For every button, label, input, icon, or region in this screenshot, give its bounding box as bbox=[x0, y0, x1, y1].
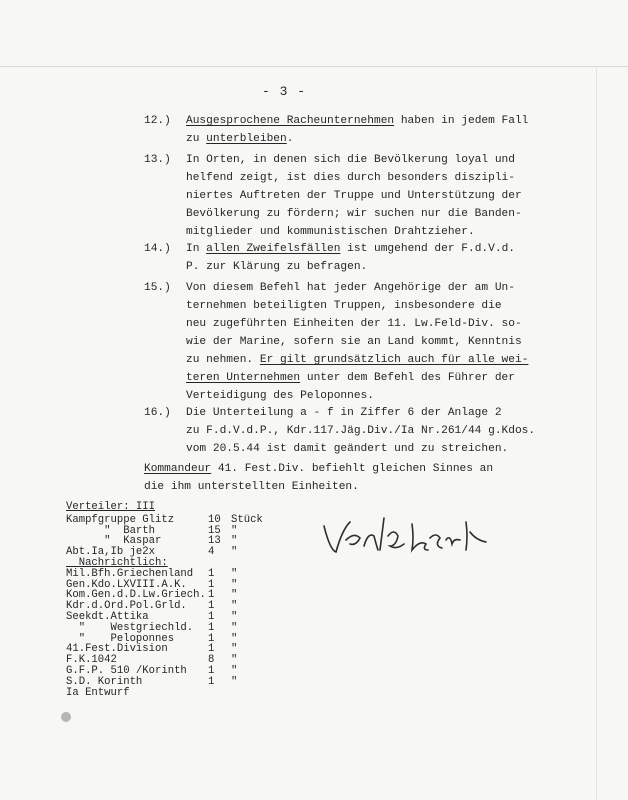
text-segment: unterbleiben bbox=[206, 133, 287, 145]
copy-count: 10 bbox=[208, 513, 221, 526]
recipient-name: F.K.1042 bbox=[66, 654, 117, 667]
copy-count: 1 bbox=[208, 621, 215, 634]
text-segment: Er gilt grundsätzlich auch für alle wei- teren Unternehmen bbox=[186, 354, 529, 384]
signature-stroke bbox=[324, 518, 486, 552]
text-segment: Die Unterteilung a - f in Ziffer 6 der Anlage 2 zu F.d.V.d.P., Kdr.117.Jäg.Div./Ia Nr.261/44 g.Kdos. vom 20.5.44 ist damit geändert und zu streichen. bbox=[186, 407, 536, 455]
copy-count: 1 bbox=[208, 589, 215, 602]
copy-unit: " bbox=[231, 675, 238, 688]
recipient-name: Seekdt.Attika bbox=[66, 610, 149, 623]
copy-count: 1 bbox=[208, 600, 215, 613]
recipient-name: Nachrichtlich: bbox=[66, 556, 168, 569]
recipient-name: Ia Entwurf bbox=[66, 686, 130, 699]
copy-unit: " bbox=[231, 643, 238, 656]
copy-count: 13 bbox=[208, 535, 221, 548]
paragraph-text bbox=[186, 279, 558, 405]
recipient-name: Kampfgruppe Glitz bbox=[66, 513, 175, 526]
paragraph-number: 15.) bbox=[144, 282, 171, 294]
paper-edge-line bbox=[596, 66, 597, 800]
distribution-list bbox=[66, 501, 263, 699]
text-segment: In Orten, in denen sich die Bevölkerung loyal und helfend zeigt, ist dies durch besonders diszipli- niertes Auftreten der Truppe und Unterstützung der Bevölkerung zu fördern; wir suchen nur die Banden- mitglieder und kommunistischen Drahtzieher. bbox=[186, 154, 522, 238]
copy-count: 1 bbox=[208, 675, 215, 688]
paragraph-text bbox=[186, 404, 558, 458]
text-segment: . bbox=[286, 133, 294, 145]
paper-fold-line bbox=[0, 66, 628, 67]
text-segment: In bbox=[186, 243, 207, 255]
recipient-name: Mil.Bfh.Griechenland bbox=[66, 567, 194, 580]
text-segment: Ausgesprochene Racheunternehmen bbox=[186, 115, 395, 127]
recipient-name: " Kaspar bbox=[66, 535, 162, 548]
copy-count: 1 bbox=[208, 632, 215, 645]
copy-count: 1 bbox=[208, 578, 215, 591]
paragraph-text bbox=[186, 240, 558, 276]
copy-count: 1 bbox=[208, 567, 215, 580]
copy-count: 15 bbox=[208, 524, 221, 537]
copy-unit: Stück bbox=[231, 513, 263, 526]
text-segment: haben in jedem Fall zu bbox=[186, 115, 529, 145]
distribution-row bbox=[66, 688, 155, 699]
recipient-name: Abt.Ia,Ib je2x bbox=[66, 546, 156, 559]
recipient-name: " Barth bbox=[66, 524, 156, 537]
copy-unit: " bbox=[231, 610, 238, 623]
distribution-row bbox=[66, 621, 238, 634]
text-segment: Von diesem Befehl hat jeder Angehörige der am Un- ternehmen beteiligten Truppen, insbesondere die neu zugeführten Einheiten der 11. Lw.Feld-Div. so- wie der Marine, sofern sie an Land kommt, Kenntnis zu nehmen. bbox=[186, 282, 522, 366]
copy-unit: " bbox=[231, 524, 238, 537]
copy-unit: " bbox=[231, 664, 238, 677]
distribution-rows bbox=[66, 513, 263, 699]
copy-count: 1 bbox=[208, 643, 215, 656]
copy-unit: " bbox=[231, 578, 238, 591]
copy-unit: " bbox=[231, 535, 238, 548]
copy-unit: " bbox=[231, 546, 238, 559]
recipient-name: G.F.P. 510 /Korinth bbox=[66, 664, 187, 677]
copy-count: 1 bbox=[208, 610, 215, 623]
copy-count: 1 bbox=[208, 664, 215, 677]
copy-unit: " bbox=[231, 654, 238, 667]
text-segment: ist umgehend der F.d.V.d. P. zur Klärung zu befragen. bbox=[186, 243, 515, 273]
paragraph-text bbox=[186, 151, 558, 241]
recipient-name: " Peloponnes bbox=[66, 632, 175, 645]
copy-count: 8 bbox=[208, 654, 215, 667]
paragraph-number: 12.) bbox=[144, 115, 171, 127]
text-segment: unter dem Befehl des Führer der Verteidigung des Peloponnes. bbox=[186, 372, 515, 402]
recipient-name: S.D. Korinth bbox=[66, 675, 143, 688]
page-number: - 3 - bbox=[262, 84, 307, 99]
copy-unit: " bbox=[231, 589, 238, 602]
paragraph-number: 16.) bbox=[144, 407, 171, 419]
copy-unit: " bbox=[231, 567, 238, 580]
paragraph-number: 14.) bbox=[144, 243, 171, 255]
copy-unit: " bbox=[231, 600, 238, 613]
copy-unit: " bbox=[231, 621, 238, 634]
distribution-row bbox=[66, 513, 263, 526]
recipient-name: Kom.Gen.d.D.Lw.Griech. bbox=[66, 589, 206, 602]
closing-underlined-word: Kommandeur bbox=[144, 463, 212, 475]
recipient-name: " Westgriechld. bbox=[66, 621, 194, 634]
paragraph-text bbox=[186, 112, 558, 148]
ink-smudge bbox=[61, 712, 71, 722]
text-segment: allen Zweifelsfällen bbox=[206, 243, 341, 255]
recipient-name: Kdr.d.Ord.Pol.Grld. bbox=[66, 600, 187, 613]
distribution-row bbox=[66, 567, 238, 580]
copy-count: 4 bbox=[208, 546, 215, 559]
distribution-row bbox=[66, 675, 238, 688]
recipient-name: 41.Fest.Division bbox=[66, 643, 168, 656]
paragraph-number: 13.) bbox=[144, 154, 171, 166]
distribution-heading: Verteiler: III bbox=[66, 501, 156, 513]
closing-statement bbox=[144, 460, 524, 496]
recipient-name: Gen.Kdo.LXVIII.A.K. bbox=[66, 578, 187, 591]
handwritten-signature bbox=[316, 510, 516, 560]
closing-text: 41. Fest.Div. befiehlt gleichen Sinnes an die ihm unterstellten Einheiten. bbox=[144, 463, 494, 493]
copy-unit: " bbox=[231, 632, 238, 645]
